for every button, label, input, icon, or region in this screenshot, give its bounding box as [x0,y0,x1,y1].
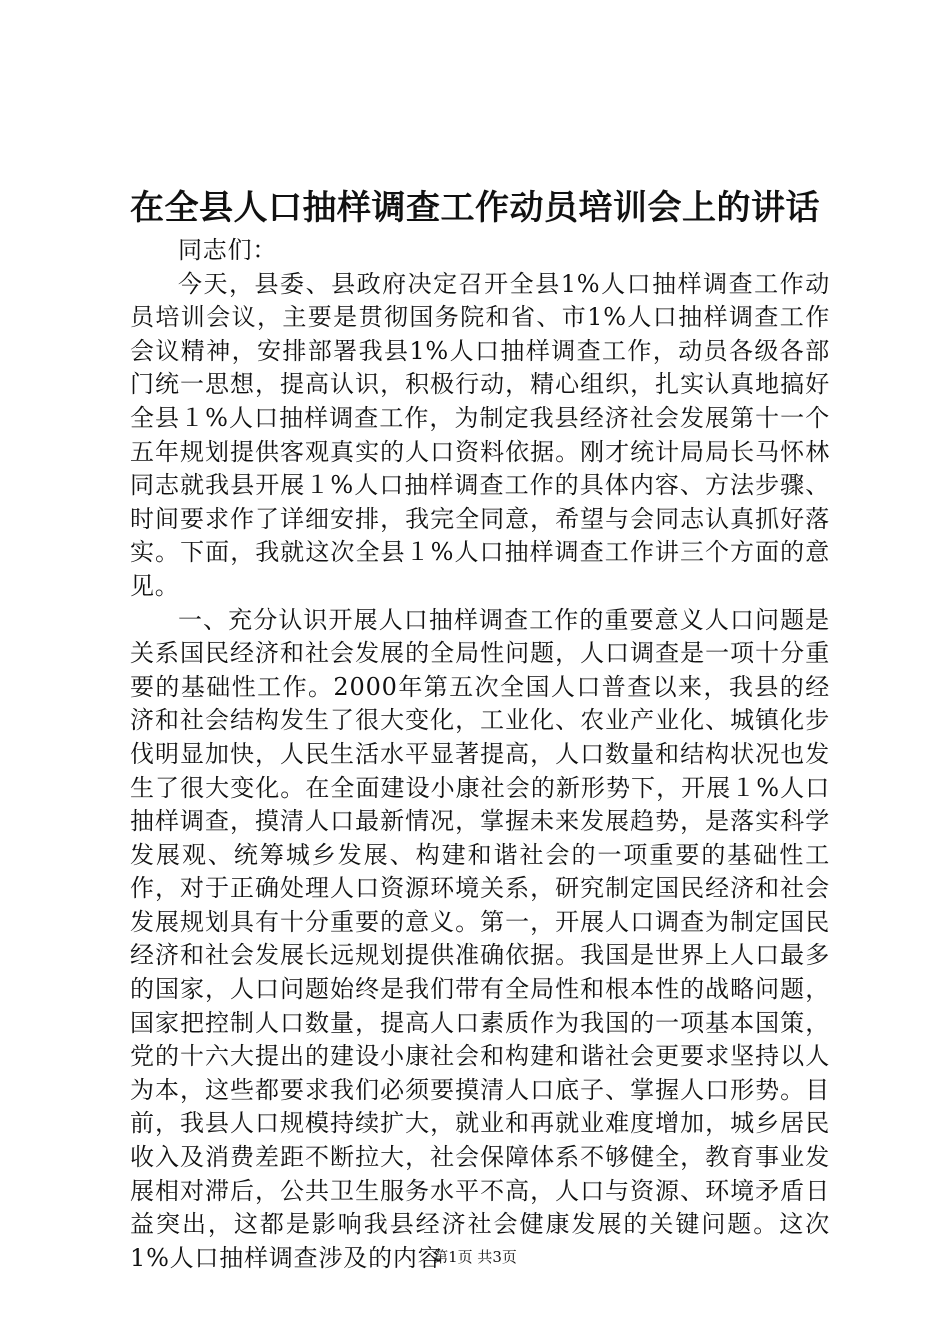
intro-paragraph: 今天，县委、县政府决定召开全县1%人口抽样调查工作动员培训会议，主要是贯彻国务院和省、市1%人口抽样调查工作会议精神，安排部署我县1%人口抽样调查工作，动员各级各部门统一思想，提高认识，积极行动，精心组织，扎实认真地搞好全县１%人口抽样调查工作，为制定我县经济社会发展第十一个五年规划提供客观真实的人口资料依据。刚才统计局局长马怀林同志就我县开展１%人口抽样调查工作的具体内容、方法步骤、时间要求作了详细安排，我完全同意，希望与会同志认真抓好落实。下面，我就这次全县１%人口抽样调查工作讲三个方面的意见。 [130,269,830,600]
salutation-paragraph: 同志们： [178,236,278,264]
document-body [130,234,830,1275]
section-one-paragraph: 一、充分认识开展人口抽样调查工作的重要意义人口问题是关系国民经济和社会发展的全局性问题，人口调查是一项十分重要的基础性工作。2000年第五次全国人口普查以来，我县的经济和社会结构发生了很大变化，工业化、农业产业化、城镇化步伐明显加快，人民生活水平显著提高，人口数量和结构状况也发生了很大变化。在全面建设小康社会的新形势下，开展１%人口抽样调查，摸清人口最新情况，掌握未来发展趋势，是落实科学发展观、统筹城乡发展、构建和谐社会的一项重要的基础性工作，对于正确处理人口资源环境关系，研究制定国民经济和社会发展规划具有十分重要的意义。第一，开展人口调查为制定国民经济和社会发展长远规划提供准确依据。我国是世界上人口最多的国家，人口问题始终是我们带有全局性和根本性的战略问题，国家把控制人口数量，提高人口素质作为我国的一项基本国策，党的十六大提出的建设小康社会和构建和谐社会更要求坚持以人为本，这些都要求我们必须要摸清人口底子、掌握人口形势。目前，我县人口规模持续扩大，就业和再就业难度增加，城乡居民收入及消费差距不断拉大，社会保障体系不够健全，教育事业发展相对滞后，公共卫生服务水平不高，人口与资源、环境矛盾日益突出，这都是影响我县经济社会健康发展的关键问题。这次1%人口抽样调查涉及的内容 [130,605,830,1272]
document-title: 在全县人口抽样调查工作动员培训会上的讲话 [130,188,820,228]
page-footer: 第1页 共3页 [433,1248,517,1266]
